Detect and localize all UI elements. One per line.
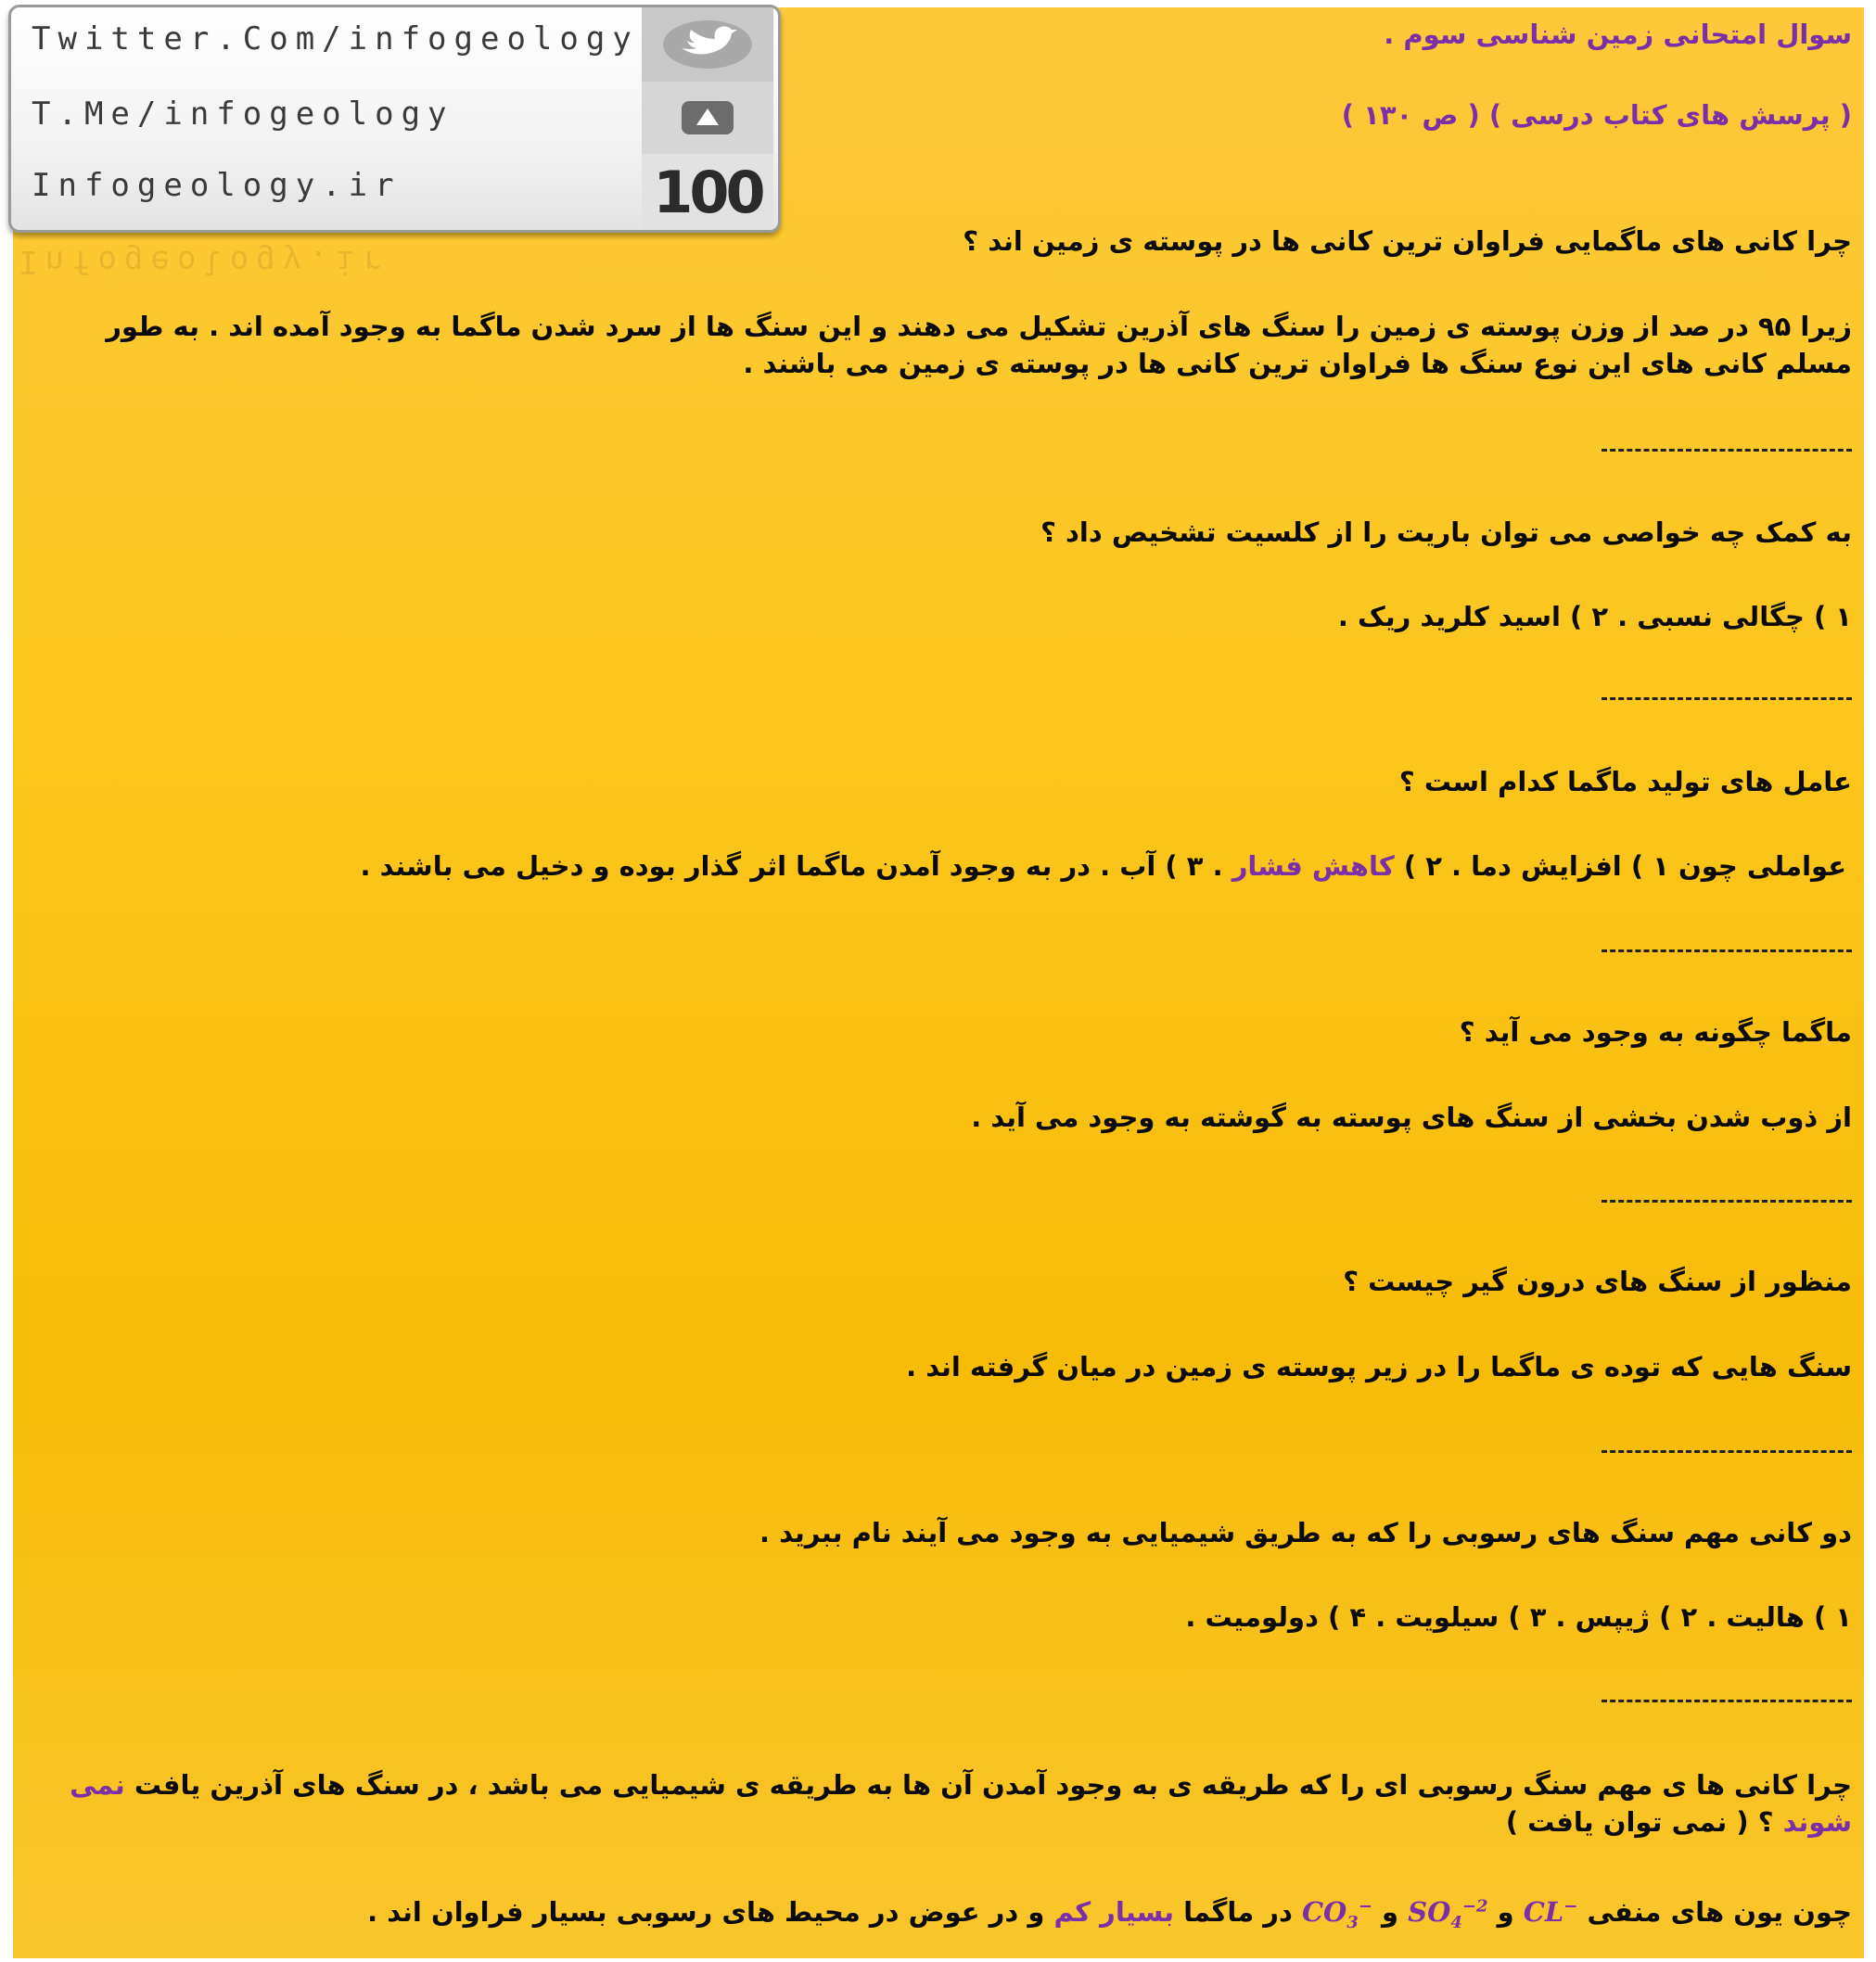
separator — [1602, 697, 1852, 700]
separator — [1602, 949, 1852, 952]
question-5: منظور از سنگ های درون گیر چیست ؟ — [1343, 1266, 1852, 1297]
answer-7-after: و در عوض در محیط های رسوبی بسیار فراوان اند . — [367, 1896, 1045, 1928]
question-7 — [28, 1766, 1852, 1841]
separator — [1602, 1450, 1852, 1453]
separator — [1602, 1700, 1852, 1702]
question-7-after: ؟ ( نمی توان یافت ) — [1505, 1806, 1774, 1838]
twitter-bird-icon — [642, 7, 773, 82]
watermark-website-text: Infogeology.ir — [32, 167, 402, 204]
question-7-highlight: نمی شوند — [70, 1769, 1852, 1838]
answer-1: زیرا ۹۵ در صد از وزن پوسته ی زمین را سنگ های آذرین تشکیل می دهند و این سنگ ها از سرد شدن ماگما به وجود آمده اند . به طور مسلم کانی های این نوع سنگ ها فراوان ترین کانی ها در پوسته ی زمین می باشند . — [106, 311, 1852, 379]
ion-sulfate — [1408, 1896, 1488, 1932]
question-2: به کمک چه خواصی می توان باریت را از کلسیت تشخیص داد ؟ — [1040, 516, 1852, 548]
question-3: عامل های تولید ماگما کدام است ؟ — [1398, 766, 1852, 797]
ion-chloride — [1524, 1896, 1578, 1928]
answer-7-before: چون یون های منفی — [1587, 1896, 1852, 1928]
answer-3-highlight: کاهش فشار — [1232, 850, 1395, 882]
watermark-reflection: Infogeology.ir — [19, 243, 389, 280]
ion-sulfate-sub: 4 — [1450, 1912, 1462, 1932]
watermark-telegram-text: T.Me/infogeology — [32, 96, 454, 133]
and-2: و — [1382, 1896, 1399, 1928]
watermark-box — [8, 5, 781, 233]
answer-3 — [360, 850, 1846, 882]
separator — [1602, 449, 1852, 452]
watermark-twitter-text: Twitter.Com/infogeology — [32, 20, 639, 57]
ion-sulfate-charge: −2 — [1461, 1896, 1488, 1917]
document-subtitle: ( پرسش های کتاب درسی ) ( ص ۱۳۰ ) — [1341, 99, 1852, 131]
question-7-before: چرا کانی ها ی مهم سنگ رسوبی ای را که طریقه ی به وجود آمدن آن ها به طریقه ی شیمیایی می باشد ، در سنگ های آذرین یافت — [134, 1769, 1852, 1801]
document-title: سوال امتحانی زمین شناسی سوم . — [1384, 19, 1852, 50]
answer-2: ۱ ) چگالی نسبی . ۲ ) اسید کلرید ریک . — [1337, 601, 1852, 632]
ion-chloride-symbol: CL — [1523, 1896, 1564, 1928]
ion-carbonate-sub: 3 — [1346, 1912, 1359, 1932]
telegram-plane-icon — [642, 82, 773, 154]
answer-7 — [367, 1896, 1852, 1932]
answer-4: از ذوب شدن بخشی از سنگ های پوسته به گوشته به وجود می آید . — [971, 1102, 1852, 1133]
answer-7-mid: در ماگما — [1183, 1896, 1293, 1928]
and-1: و — [1497, 1896, 1514, 1928]
ion-carbonate — [1301, 1896, 1372, 1932]
ion-carbonate-charge: − — [1358, 1896, 1372, 1917]
ion-chloride-charge: − — [1563, 1896, 1578, 1917]
answer-5: سنگ هایی که توده ی ماگما را در زیر پوسته ی زمین در میان گرفته اند . — [906, 1351, 1852, 1382]
answer-6: ۱ ) هالیت . ۲ ) ژیپس . ۳ ) سیلویت . ۴ ) دولومیت . — [1185, 1601, 1852, 1633]
hundred-badge-icon — [642, 154, 773, 230]
question-1: چرا کانی های ماگمایی فراوان ترین کانی ها در پوسته ی زمین اند ؟ — [963, 225, 1852, 257]
ion-carbonate-symbol: CO — [1301, 1896, 1347, 1928]
separator — [1602, 1200, 1852, 1203]
question-4: ماگما چگونه به وجود می آید ؟ — [1459, 1016, 1852, 1048]
question-6: دو کانی مهم سنگ های رسوبی را که به طریق شیمیایی به وجود می آیند نام ببرید . — [759, 1517, 1852, 1548]
answer-3-after: . ۳ ) آب . در به وجود آمدن ماگما اثر گذار بوده و دخیل می باشند . — [360, 850, 1223, 882]
page-background — [13, 7, 1864, 1958]
answer-3-before: عواملی چون ۱ ) افزایش دما . ۲ ) — [1403, 850, 1846, 882]
ion-sulfate-symbol: SO — [1408, 1896, 1451, 1928]
badge-text: 100 — [653, 158, 762, 226]
answer-7-highlight: بسیار کم — [1053, 1896, 1175, 1928]
